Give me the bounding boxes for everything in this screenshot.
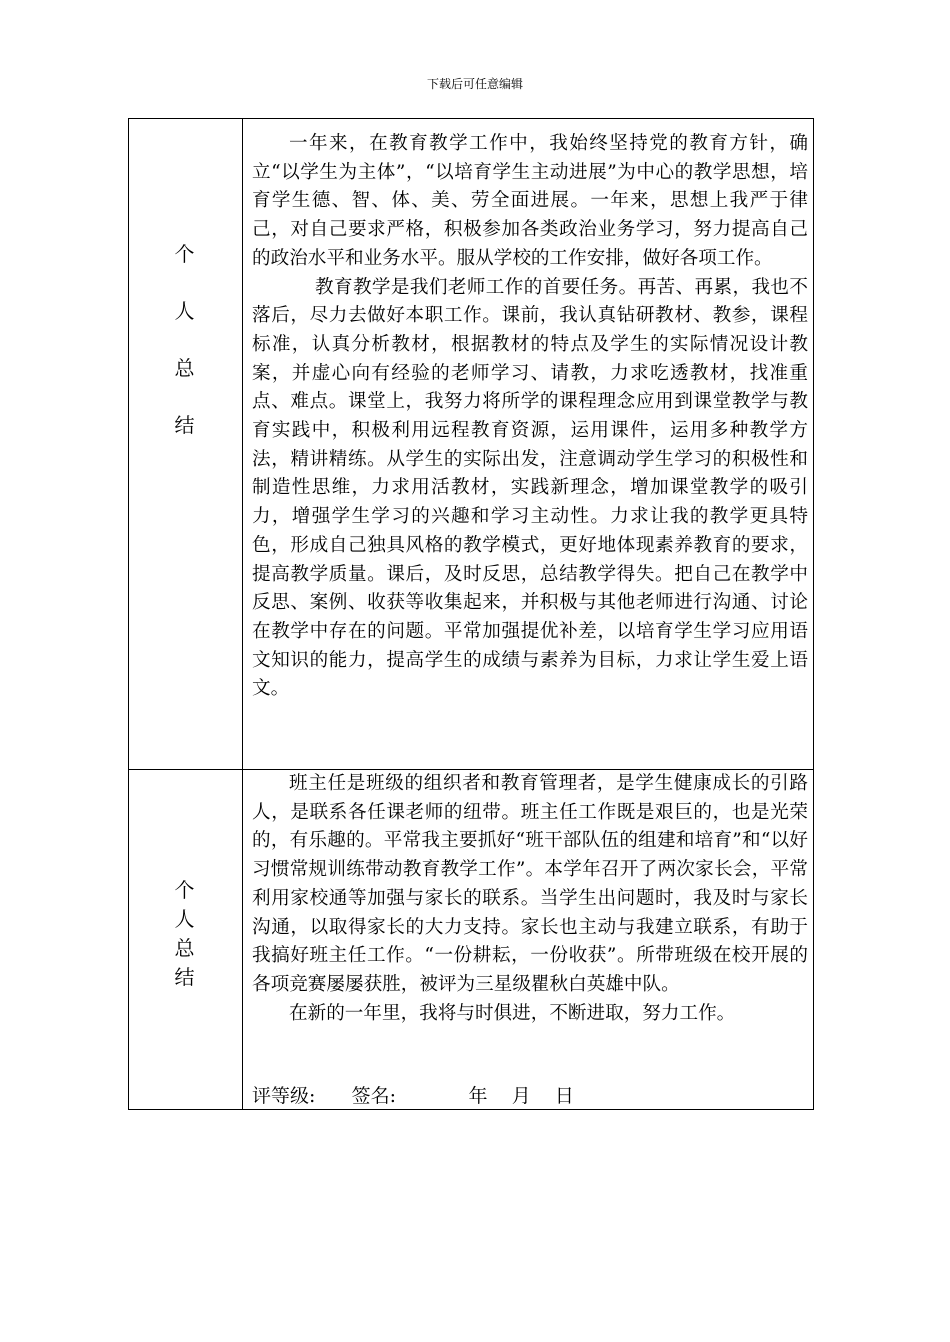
day-label: 日: [554, 1085, 574, 1107]
column-divider: [242, 119, 243, 1109]
section2-label-char: 人: [174, 907, 195, 931]
section1-label-char: 个: [174, 242, 195, 266]
section2-label-char: 个: [174, 878, 195, 902]
sign-line: [252, 1082, 574, 1110]
page-header: 下载后可任意编辑: [426, 77, 523, 91]
section2-label-char: 结: [174, 965, 195, 989]
section2-content: [252, 770, 808, 1028]
sign-label: 签名:: [351, 1085, 397, 1107]
section1-paragraph: 一年来，在教育教学工作中，我始终坚持党的教育方针，确立“以学生为主体”，“以培育学生主动进展”为中心的教学思想，培育学生德、智、体、美、劳全面进展。一年来，思想上我严于律己，对自己要求严格，积极参加各类政治业务学习，努力提高自己的政治水平和业务水平。服从学校的工作安排，做好各项工作。: [252, 133, 808, 269]
section1-paragraph: 教育教学是我们老师工作的首要任务。再苦、再累，我也不落后，尽力去做好本职工作。课前，我认真钻研教材、教参，课程标准，认真分析教材，根据教材的特点及学生的实际情况设计教案，并虚心向有经验的老师学习、请教，力求吃透教材，找准重点、难点。课堂上，我努力将所学的课程理念应用到课堂教学与教育实践中，积极利用远程教育资源，运用课件，运用多种教学方法，精讲精练。从学生的实际出发，注意调动学生学习的积极性和制造性思维，力求用活教材，实践新理念，增加课堂教学的吸引力，增强学生学习的兴趣和学习主动性。力求让我的教学更具特色，形成自己独具风格的教学模式，更好地体现素养教育的要求，提高教学质量。课后，及时反思，总结教学得失。把自己在教学中反思、案例、收获等收集起来，并积极与其他老师进行沟通、讨论在教学中存在的问题。平常加强提优补差，以培育学生学习应用语文知识的能力，提高学生的成绩与素养为目标，力求让学生爱上语文。: [252, 276, 808, 700]
year-label: 年: [468, 1085, 488, 1107]
section2-paragraph: 在新的一年里，我将与时俱进，不断进取，努力工作。: [289, 1002, 736, 1024]
section1-content: [252, 130, 808, 704]
grade-label: 评等级:: [252, 1085, 316, 1107]
section1-label-char: 人: [174, 299, 195, 323]
section2-label-char: 总: [174, 936, 195, 960]
section2-paragraph: 班主任是班级的组织者和教育管理者，是学生健康成长的引路人，是联系各任课老师的纽带。班主任工作既是艰巨的，也是光荣的，有乐趣的。平常我主要抓好“班干部队伍的组建和培育”和“以好习惯常规训练带动教育教学工作”。本学年召开了两次家长会，平常利用家校通等加强与家长的联系。当学生出问题时，我及时与家长沟通，以取得家长的大力支持。家长也主动与我建立联系，有助于我搞好班主任工作。“一份耕耘，一份收获”。所带班级在校开展的各项竞赛屡屡获胜，被评为三星级瞿秋白英雄中队。: [252, 773, 808, 995]
section2-label: [128, 876, 241, 992]
section1-label-char: 结: [174, 413, 195, 437]
section1-label: [128, 226, 241, 454]
month-label: 月: [511, 1085, 531, 1107]
section1-label-char: 总: [174, 356, 195, 380]
